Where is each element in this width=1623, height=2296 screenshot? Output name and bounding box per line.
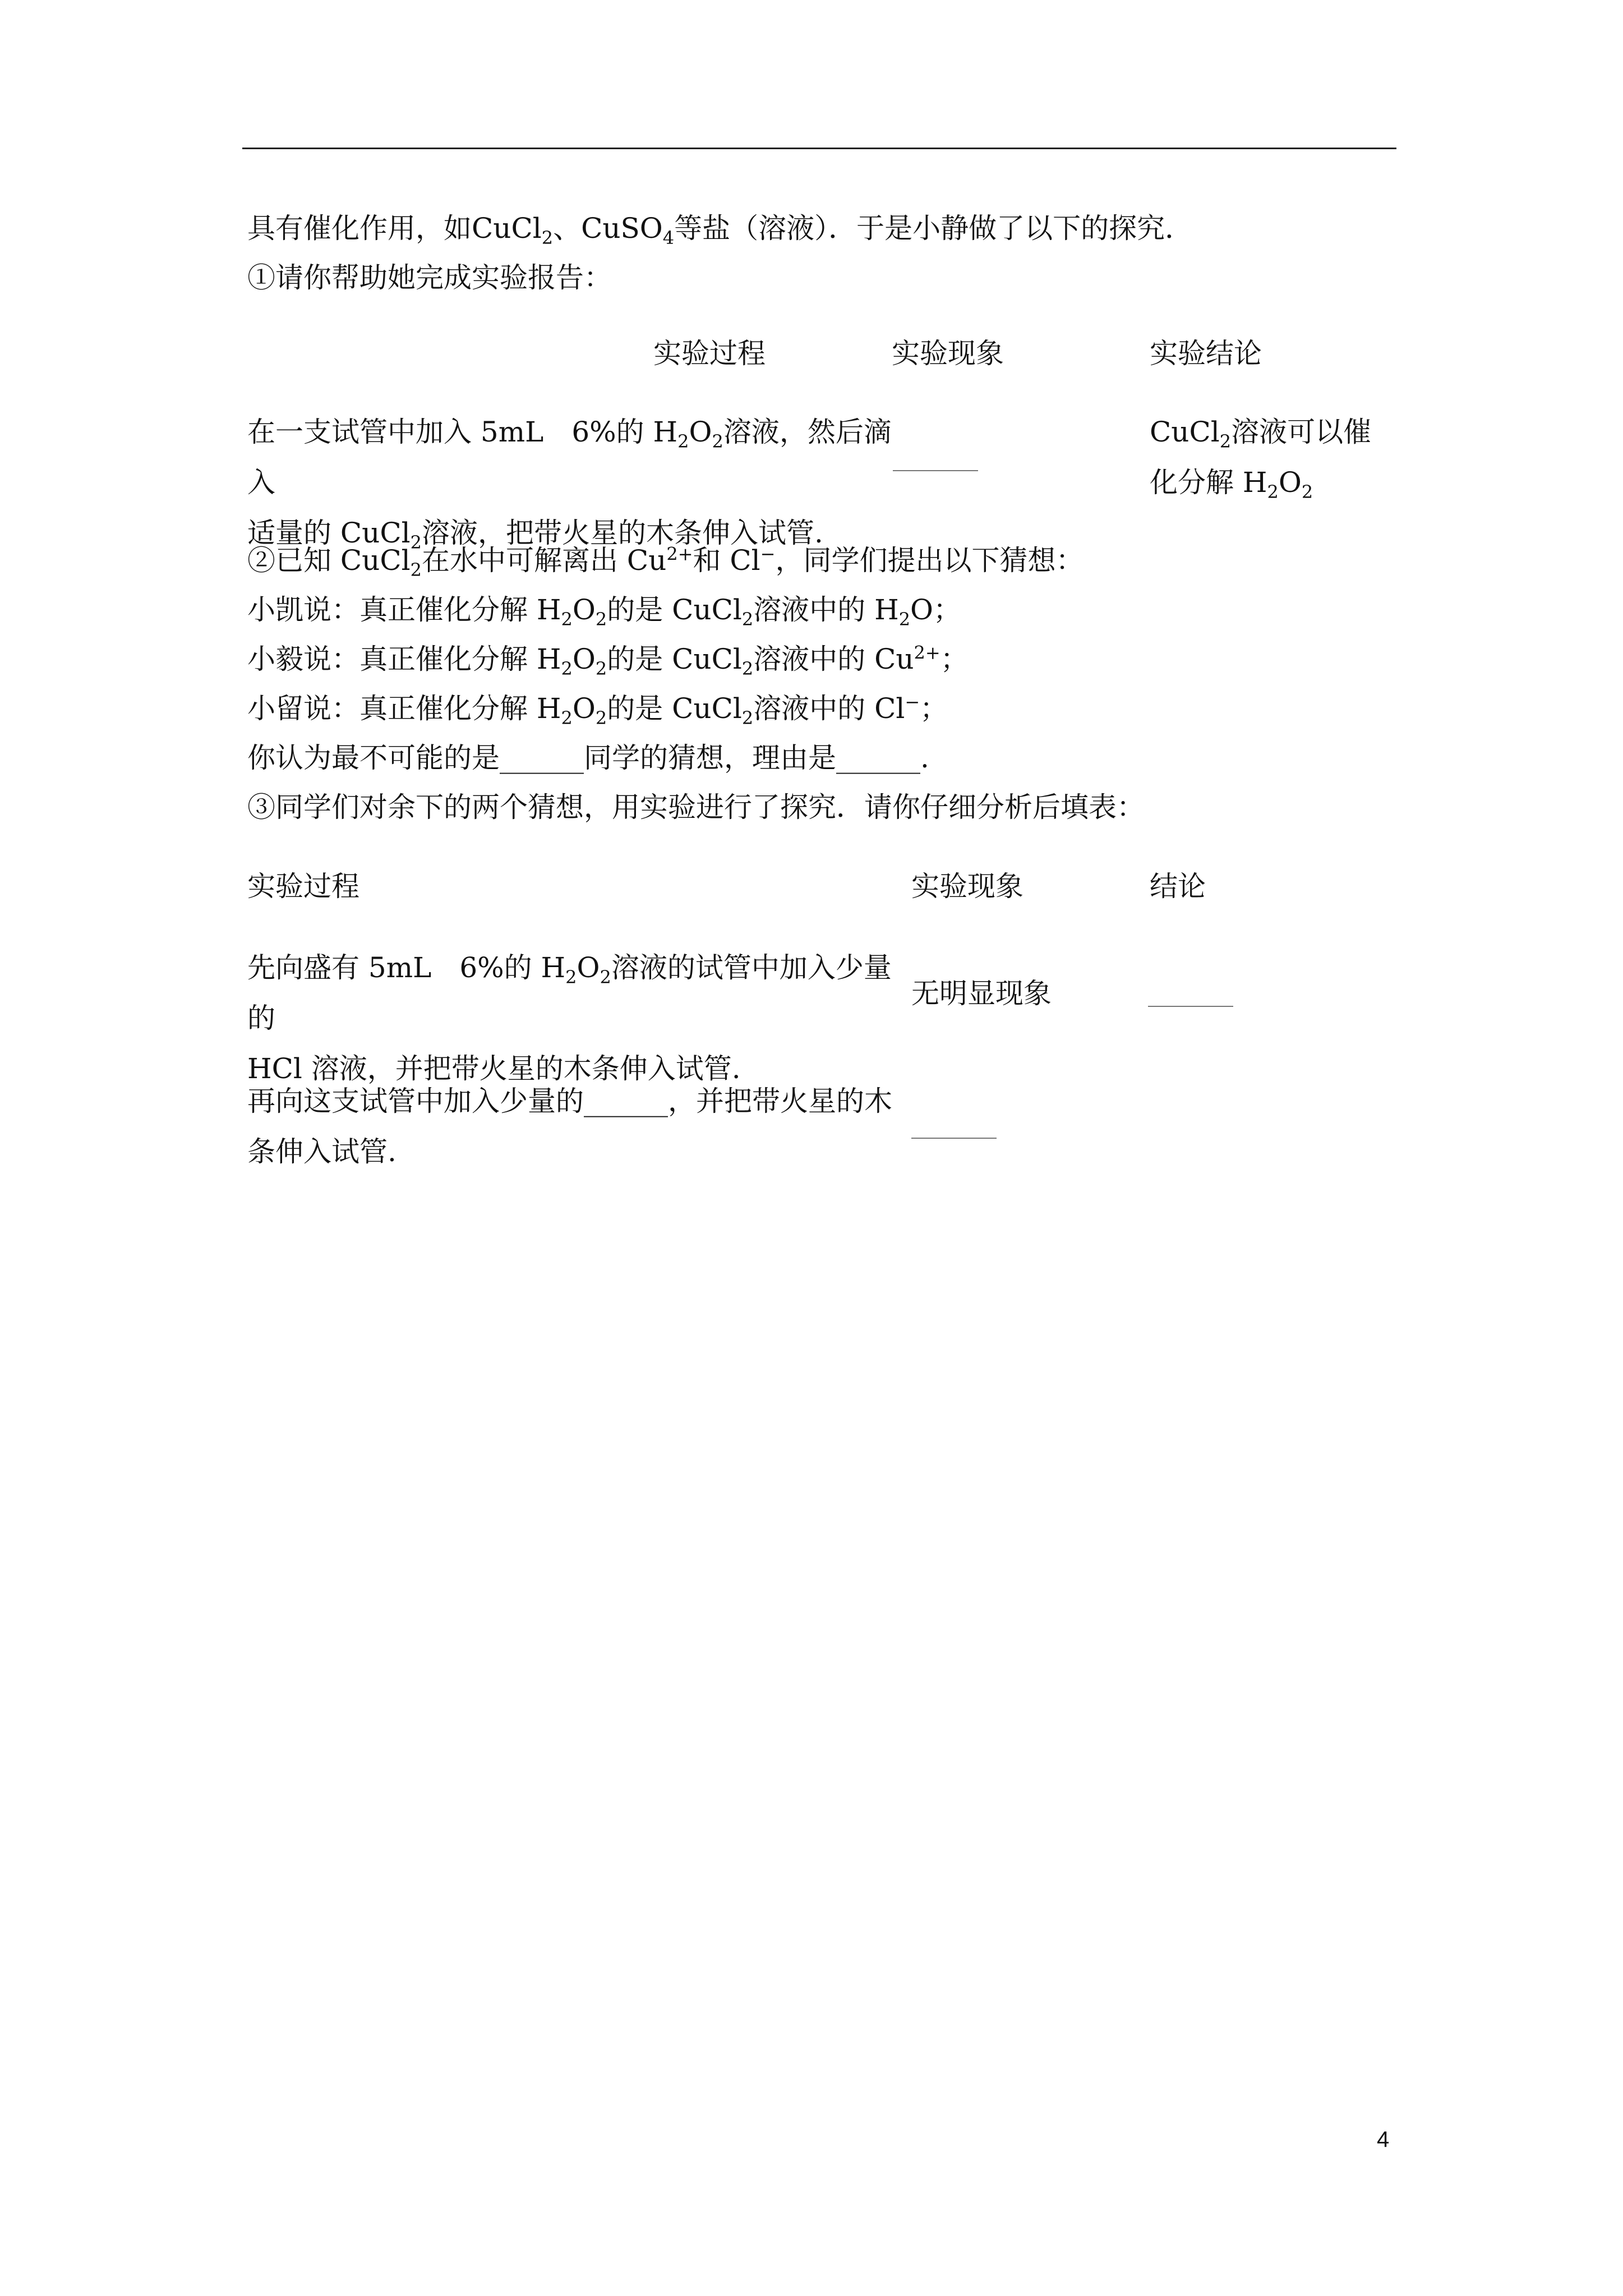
header-rule <box>242 148 1396 149</box>
table1-conclusion-cell: CuCl$_2$溶液可以催 化分解 $H_2O_2$ <box>1150 416 1372 503</box>
question-3-label: ③同学们对余下的两个猜想，用实验进行了探究．请你仔细分析后填表： <box>247 791 1145 823</box>
question-2-line: ②已知 CuCl$_2$在水中可解离出 $Cu^{2+}$和 Cl−，同学们提出以下猜想： <box>247 543 1084 581</box>
table2-header-process: 实验过程 <box>247 870 359 903</box>
table1-phenomenon-blank[interactable] <box>893 470 978 471</box>
guess-xiaoyi: 小毅说：真正催化分解 $H_2O_2$的是 CuCl$_2$溶液中的 $Cu^{2+}$； <box>247 642 969 679</box>
page-number: 4 <box>1377 2127 1390 2152</box>
guess-xiaokai: 小凯说：真正催化分解 $H_2O_2$的是 CuCl$_2$溶液中的 $H_2O$； <box>247 593 962 630</box>
answer-blank-reason[interactable]: ______ <box>836 742 920 774</box>
table2-row1-conclusion-blank[interactable] <box>1148 1006 1233 1007</box>
table2-row1-process: 先向盛有 5mL 6%的 $H_2O_2$溶液的试管中加入少量的 HCl 溶液，并把带火星的木条伸入试管. <box>247 951 892 1085</box>
reagent-blank[interactable]: ______ <box>584 1085 668 1117</box>
table2-header-conclusion: 结论 <box>1150 870 1206 903</box>
question-1-label: ①请你帮助她完成实验报告： <box>247 261 612 294</box>
table2-row2-phenomenon-blank[interactable] <box>911 1138 997 1139</box>
table1-header-process: 实验过程 <box>653 337 766 370</box>
table1-header-conclusion: 实验结论 <box>1150 337 1262 370</box>
ask-line: 你认为最不可能的是______同学的猜想，理由是______. <box>247 742 929 774</box>
table1-header-phenomenon: 实验现象 <box>892 337 1004 370</box>
table2-row1-phenomenon: 无明显现象 <box>911 977 1052 1010</box>
table2-header-phenomenon: 实验现象 <box>911 870 1023 903</box>
table2-row2-process: 再向这支试管中加入少量的______，并把带火星的木 条伸入试管. <box>247 1085 892 1168</box>
answer-blank-classmate[interactable]: ______ <box>500 742 584 774</box>
intro-line: 具有催化作用，如CuCl$_2$、CuSO$_4$等盐（溶液）．于是小静做了以下的探究． <box>247 212 1193 249</box>
table1-process-cell: 在一支试管中加入 5mL 6%的 $H_2O_2$溶液，然后滴入 适量的 CuCl$_2$溶液，把带火星的木条伸入试管. <box>247 416 892 553</box>
guess-xiaoliu: 小留说：真正催化分解 $H_2O_2$的是 CuCl$_2$溶液中的 Cl−； <box>247 691 948 729</box>
